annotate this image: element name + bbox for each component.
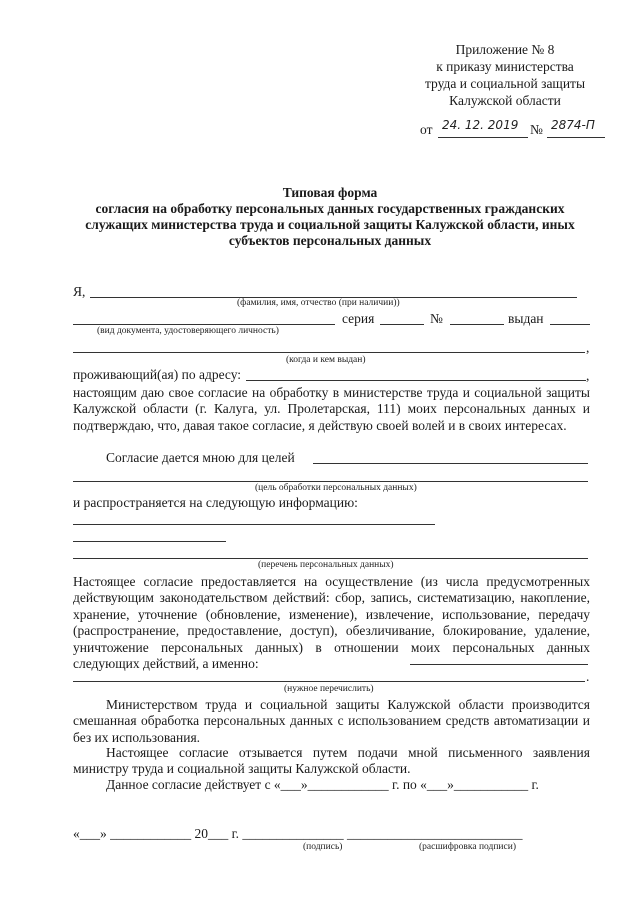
order-number-label: № xyxy=(530,122,543,137)
series-field[interactable] xyxy=(380,324,424,325)
actions-period: . xyxy=(586,669,590,684)
address-comma: , xyxy=(586,368,590,383)
full-name-caption: (фамилия, имя, отчество (при наличии)) xyxy=(237,298,400,308)
order-date-underline xyxy=(438,137,528,138)
appendix-number: Приложение № 8 xyxy=(455,42,555,57)
document-type-caption: (вид документа, удостоверяющего личность) xyxy=(97,326,279,336)
info-list-field-2[interactable] xyxy=(73,541,226,542)
form-subtitle-line3: субъектов персональных данных xyxy=(228,233,432,248)
actions-field[interactable] xyxy=(410,664,588,665)
order-date-label: от xyxy=(420,122,433,137)
purpose-field-line2[interactable] xyxy=(73,481,588,482)
validity-line: Данное согласие действует с «___»____________ г. по «___»___________ г. xyxy=(106,777,539,792)
series-label: серия xyxy=(342,311,375,326)
issued-by-field[interactable] xyxy=(73,352,585,353)
order-date-handwritten: 24. 12. 2019 xyxy=(442,118,519,132)
issued-label: выдан xyxy=(508,311,544,326)
issued-field-start[interactable] xyxy=(550,324,590,325)
appendix-region-line: Калужской области xyxy=(449,93,561,108)
consent-paragraph: настоящим даю свое согласие на обработку в министерстве труда и социальной защиты Калужской области (г. Калуга, ул. Пролетарская, 111) моих персональных данных и подтверждаю, что, давая такое согласие, я действую своей волей и в своих интересах. xyxy=(73,385,590,433)
actions-paragraph: Настоящее согласие предоставляется на осуществление (из числа предусмотренных действующим законодательством действий: сбор, запись, систематизацию, накопление, хранение, уточнение (обновление, изменение), извлечение, использование, передачу (распространение, предоставление, доступ), обезличивание, блокирование, удаление, уничтожение персональных данных) в отношении моих персональных данных следующих действий, а именно: xyxy=(73,574,590,672)
purpose-field[interactable] xyxy=(313,463,588,464)
address-label: проживающий(ая) по адресу: xyxy=(73,367,242,382)
form-subtitle-line2: служащих министерства труда и социальной защиты Калужской области, иных xyxy=(85,217,575,232)
info-list-field-1[interactable] xyxy=(73,524,435,525)
info-list-label: и распространяется на следующую информацию: xyxy=(73,495,358,510)
doc-number-label: № xyxy=(430,311,443,326)
i-label: Я, xyxy=(73,284,86,299)
processing-paragraph: Министерством труда и социальной защиты Калужской области производится смешанная обработка персональных данных с использованием средств автоматизации и без их использования. xyxy=(73,697,590,745)
actions-field-line2[interactable] xyxy=(73,681,585,682)
form-subtitle-line1: согласия на обработку персональных данных государственных гражданских xyxy=(95,201,565,216)
purpose-label: Согласие дается мною для целей xyxy=(106,450,295,465)
order-number-underline xyxy=(547,137,605,138)
info-list-field-3[interactable] xyxy=(73,558,588,559)
doc-number-field[interactable] xyxy=(450,324,504,325)
form-title: Типовая форма xyxy=(282,185,378,200)
appendix-ministry-line: труда и социальной защиты xyxy=(424,76,586,91)
address-field[interactable] xyxy=(246,380,586,381)
revocation-paragraph: Настоящее согласие отзывается путем подачи мной письменного заявления министру труда и социальной защиты Калужской области. xyxy=(73,745,590,777)
issued-by-comma: , xyxy=(586,340,590,355)
purpose-caption: (цель обработки персональных данных) xyxy=(255,483,417,493)
order-number-handwritten: 2874-П xyxy=(551,118,595,132)
issued-by-caption: (когда и кем выдан) xyxy=(286,355,366,365)
signature-date-line: «___» ____________ 20___ г. _______________ __________________________ xyxy=(73,826,523,841)
document-type-field[interactable] xyxy=(73,324,335,325)
signature-caption: (подпись) xyxy=(303,842,343,852)
signature-decode-caption: (расшифровка подписи) xyxy=(419,842,516,852)
appendix-order-line: к приказу министерства xyxy=(436,59,574,74)
info-list-caption: (перечень персональных данных) xyxy=(258,560,394,570)
actions-caption: (нужное перечислить) xyxy=(284,684,374,694)
